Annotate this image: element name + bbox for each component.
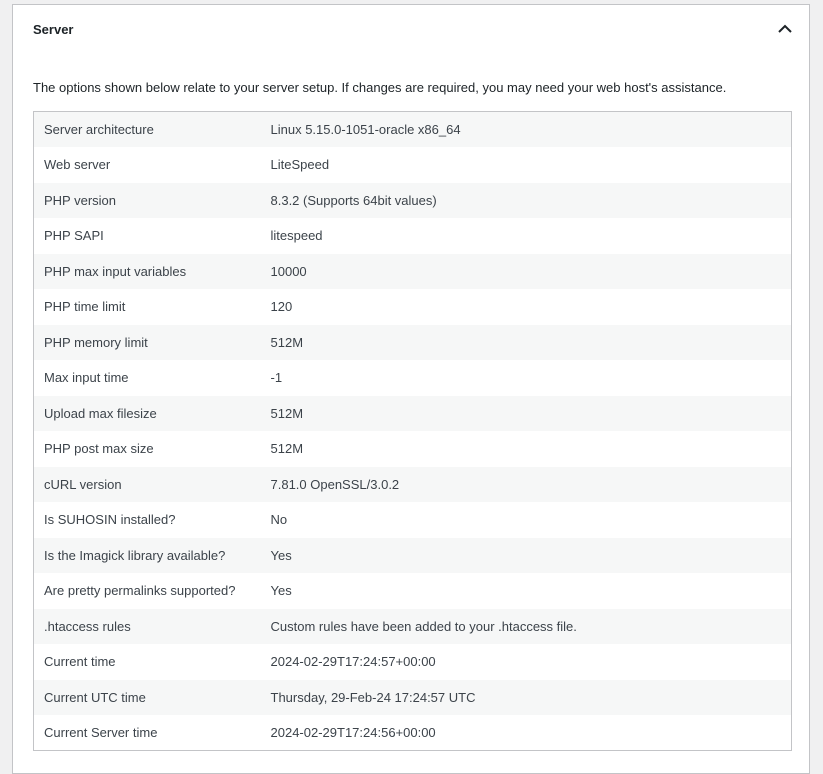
table-row — [34, 147, 792, 183]
row-label: .htaccess rules — [44, 618, 131, 634]
server-accordion-toggle[interactable] — [13, 5, 809, 55]
row-label: PHP SAPI — [44, 228, 104, 244]
row-label: Is SUHOSIN installed? — [44, 512, 176, 528]
table-row — [34, 183, 792, 219]
table-row — [34, 502, 792, 538]
server-info-panel — [12, 4, 810, 774]
table-row — [34, 609, 792, 645]
row-value: Yes — [270, 583, 292, 599]
row-value: LiteSpeed — [270, 157, 330, 173]
row-label: PHP post max size — [44, 441, 154, 457]
section-description: The options shown below relate to your server setup. If changes are required, you may need your web host's assistance. — [33, 80, 727, 95]
row-label: PHP time limit — [44, 299, 126, 315]
table-row — [34, 360, 792, 396]
row-value: 512M — [270, 334, 304, 350]
row-label: Current UTC time — [44, 689, 146, 705]
table-row — [34, 467, 792, 503]
row-value: No — [270, 512, 288, 528]
chevron-up-icon[interactable] — [777, 21, 793, 37]
table-row — [34, 573, 792, 609]
row-label: Current Server time — [44, 725, 158, 740]
table-row — [34, 112, 792, 148]
row-value: 2024-02-29T17:24:56+00:00 — [270, 725, 436, 740]
row-value: Custom rules have been added to your .htaccess file. — [270, 618, 577, 634]
row-label: PHP max input variables — [44, 263, 187, 279]
section-title: Server — [33, 22, 74, 37]
row-label: Server architecture — [44, 122, 154, 137]
table-row — [34, 644, 792, 680]
row-label: Current time — [44, 654, 116, 670]
table-row — [34, 396, 792, 432]
row-value: Linux 5.15.0-1051-oracle x86_64 — [270, 122, 461, 137]
row-value: Yes — [270, 547, 292, 563]
row-label: PHP memory limit — [44, 334, 148, 350]
table-row — [34, 254, 792, 290]
row-value: -1 — [270, 370, 283, 386]
row-label: Web server — [44, 157, 111, 173]
row-value: 2024-02-29T17:24:57+00:00 — [270, 654, 436, 670]
server-info-table — [33, 111, 792, 751]
table-row — [34, 715, 792, 751]
row-value: 512M — [270, 441, 304, 457]
row-label: Are pretty permalinks supported? — [44, 583, 236, 599]
row-label: PHP version — [44, 192, 117, 208]
row-value: 10000 — [270, 263, 307, 279]
row-label: Max input time — [44, 370, 129, 386]
table-row — [34, 289, 792, 325]
table-row — [34, 538, 792, 574]
row-value: 120 — [270, 299, 293, 315]
table-row — [34, 218, 792, 254]
row-label: cURL version — [44, 476, 122, 492]
row-value: Thursday, 29-Feb-24 17:24:57 UTC — [270, 689, 476, 705]
row-label: Is the Imagick library available? — [44, 547, 226, 563]
row-value: 7.81.0 OpenSSL/3.0.2 — [270, 476, 400, 492]
row-value: 8.3.2 (Supports 64bit values) — [270, 192, 437, 208]
row-value: litespeed — [270, 228, 323, 244]
table-row — [34, 325, 792, 361]
table-row — [34, 680, 792, 716]
row-label: Upload max filesize — [44, 405, 157, 421]
row-value: 512M — [270, 405, 304, 421]
table-row — [34, 431, 792, 467]
